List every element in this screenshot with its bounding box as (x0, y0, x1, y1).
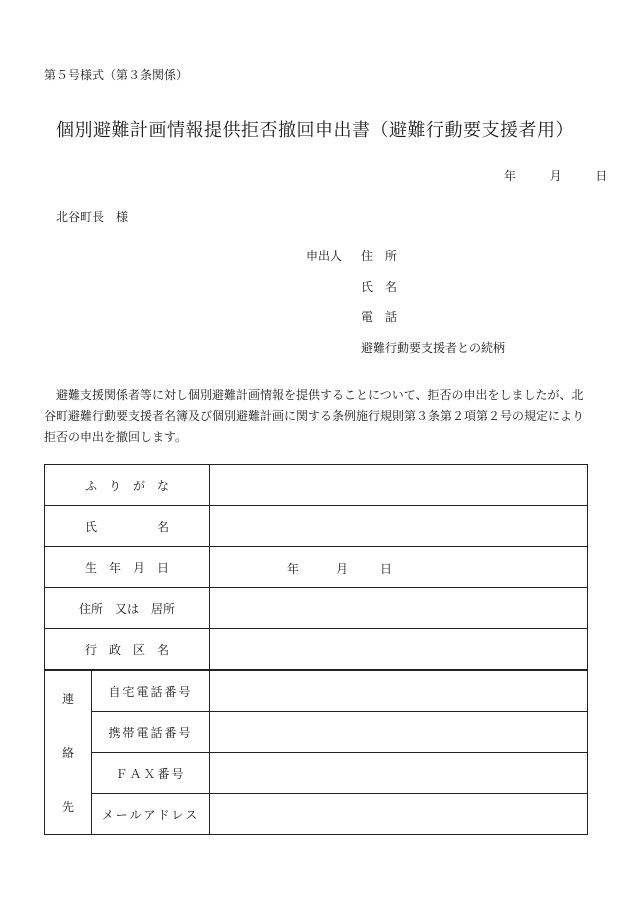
dob-year-label: 年 (287, 562, 300, 576)
residence-field[interactable] (210, 588, 588, 629)
withdrawal-statement: 避難支援関係者等に対し個別避難計画情報を提供することについて、拒否の申出をしましたが、北谷町避難行動要支援者名簿及び個別避難計画に関する条例施行規則第３条第２項第２号の規定により拒否の申出を撤回します。 (44, 388, 585, 444)
table-row (45, 547, 588, 588)
applicant-info-table (44, 464, 588, 835)
table-row (45, 670, 588, 712)
email-field[interactable] (210, 794, 588, 835)
name-field[interactable] (210, 506, 588, 547)
date-month-label: 月 (549, 169, 562, 183)
applicant-name-label: 氏 名 (361, 280, 398, 294)
birthdate-label: 生 年 月 日 (45, 547, 210, 588)
submission-date (504, 167, 607, 184)
district-field[interactable] (210, 629, 588, 671)
applicant-label: 申出人 (306, 249, 343, 263)
applicant-phone-label: 電 話 (361, 310, 398, 324)
home-phone-field[interactable] (210, 670, 588, 712)
fax-label: ＦＡＸ番号 (92, 753, 210, 794)
table-row (45, 753, 588, 794)
date-day-label: 日 (595, 169, 608, 183)
table-row (45, 629, 588, 671)
fax-field[interactable] (210, 753, 588, 794)
furigana-label: ふ り が な (45, 465, 210, 506)
contact-char: 先 (61, 799, 74, 814)
dob-month-label: 月 (336, 562, 349, 576)
contact-char: 絡 (61, 745, 74, 760)
document-title: 個別避難計画情報提供拒否撤回申出書（避難行動要支援者用） (56, 120, 574, 141)
contact-char: 連 (61, 691, 74, 706)
mobile-phone-field[interactable] (210, 712, 588, 753)
addressee: 北谷町長 様 (56, 210, 129, 224)
table-row (45, 794, 588, 835)
residence-label: 住所 又は 居所 (45, 588, 210, 629)
table-row (45, 712, 588, 753)
district-label: 行 政 区 名 (45, 629, 210, 671)
furigana-field[interactable] (210, 465, 588, 506)
name-label: 氏 名 (45, 506, 210, 547)
applicant-relationship-label: 避難行動要支援者との続柄 (361, 341, 506, 355)
form-number: 第５号様式（第３条関係） (44, 68, 189, 82)
table-row (45, 465, 588, 506)
date-year-label: 年 (504, 169, 517, 183)
mobile-phone-label: 携帯電話番号 (92, 712, 210, 753)
table-row (45, 588, 588, 629)
email-label: メールアドレス (92, 794, 210, 835)
table-row (45, 506, 588, 547)
applicant-address-label: 住 所 (361, 249, 398, 263)
contact-group-label (45, 670, 92, 835)
home-phone-label: 自宅電話番号 (92, 670, 210, 712)
dob-day-label: 日 (380, 562, 393, 576)
birthdate-field[interactable] (210, 547, 588, 588)
